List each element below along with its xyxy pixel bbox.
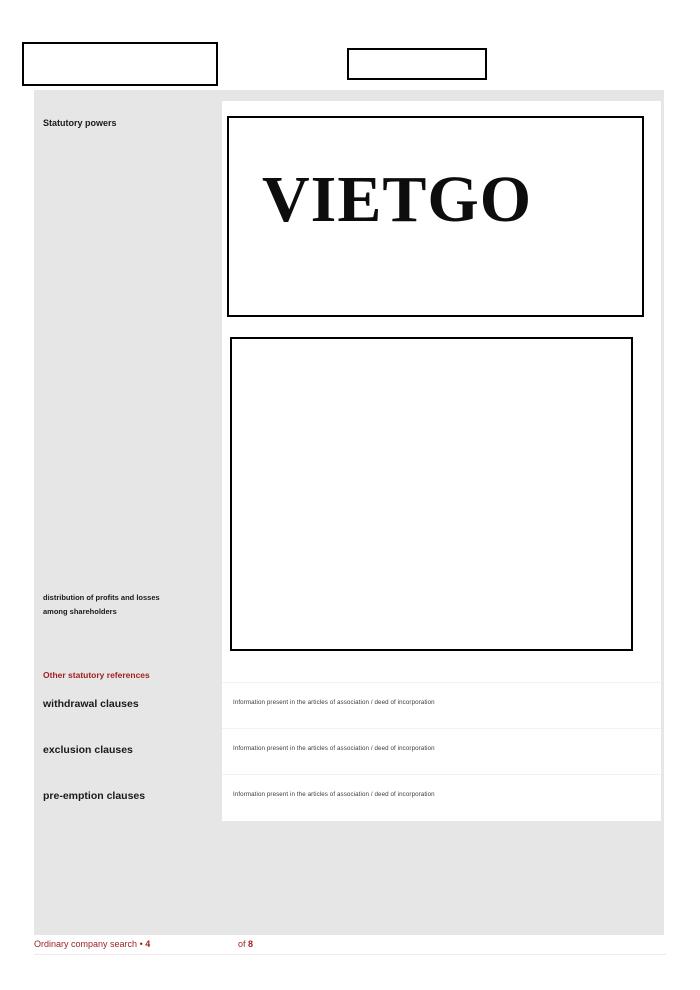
footer-page-total bbox=[238, 939, 253, 949]
footer-total-pages: 8 bbox=[248, 939, 254, 949]
section-label-statutory-powers: Statutory powers bbox=[43, 118, 117, 128]
page-footer bbox=[34, 939, 666, 955]
header-stamp-box-left bbox=[22, 42, 218, 86]
clause-label-pre-emption: pre-emption clauses bbox=[43, 790, 146, 802]
footer-bullet: • bbox=[139, 939, 143, 949]
clause-value-exclusion: Information present in the articles of association / deed of incorporation bbox=[233, 745, 435, 752]
footer-page-number: 4 bbox=[145, 939, 151, 949]
company-logo-box bbox=[227, 116, 644, 317]
section-label-distribution bbox=[43, 591, 160, 619]
footer-document-title bbox=[34, 939, 150, 949]
header-stamp-box-center bbox=[347, 48, 487, 80]
values-panel bbox=[222, 101, 661, 821]
distribution-label-line2: among shareholders bbox=[43, 607, 117, 616]
footer-of-label: of bbox=[238, 939, 246, 949]
clause-label-withdrawal: withdrawal clauses bbox=[43, 698, 139, 710]
section-heading-other-statutory-references: Other statutory references bbox=[43, 670, 150, 680]
statutory-powers-empty-box bbox=[230, 337, 633, 651]
footer-title-text: Ordinary company search bbox=[34, 939, 138, 949]
company-logo-text: VIETGO bbox=[262, 163, 533, 236]
clause-value-row-exclusion bbox=[222, 728, 661, 774]
clause-value-pre-emption: Information present in the articles of association / deed of incorporation bbox=[233, 791, 435, 798]
clause-label-exclusion: exclusion clauses bbox=[43, 744, 133, 756]
clause-value-row-pre-emption bbox=[222, 774, 661, 820]
clause-value-withdrawal: Information present in the articles of association / deed of incorporation bbox=[233, 699, 435, 706]
document-sheet bbox=[34, 90, 664, 935]
distribution-label-line1: distribution of profits and losses bbox=[43, 593, 160, 602]
clause-value-row-withdrawal bbox=[222, 682, 661, 728]
